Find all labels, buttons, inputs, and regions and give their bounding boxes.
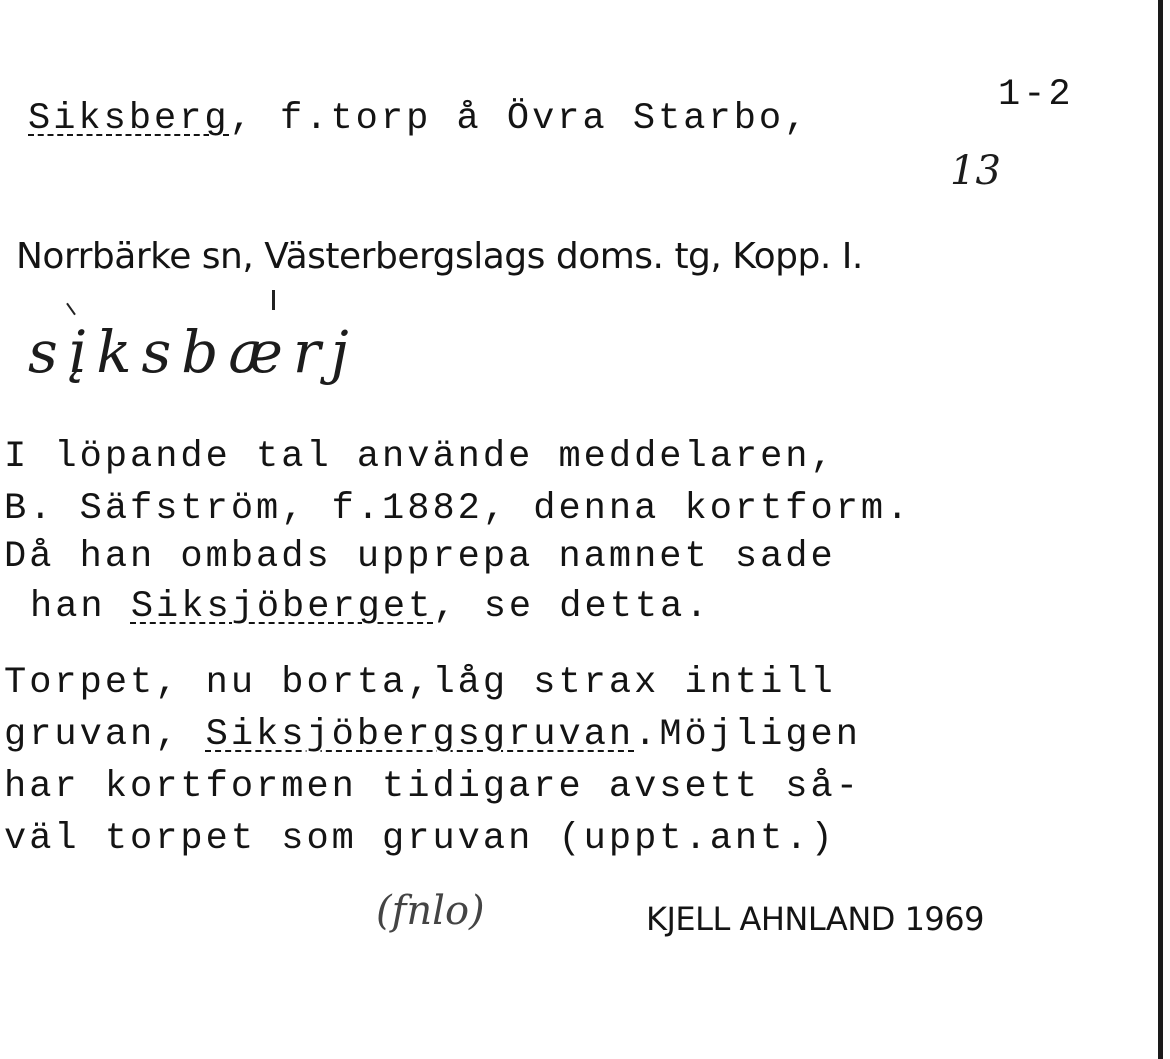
paragraph2-line3: har kortformen tidigare avsett så- [4,766,861,808]
paragraph1-line1: I löpande tal använde meddelaren, [4,436,836,478]
collector-signature: KJELL AHNLAND 1969 [646,900,984,938]
headword-description: , f.torp å Övra Starbo, [229,98,810,140]
paragraph2-line2: gruvan, Siksjöbergsgruvan.Möjligen [4,714,861,756]
headword-line [28,98,809,140]
pronunciation-handwritten: sįksbærj [28,318,359,386]
card-edge-border [1158,0,1163,1059]
paragraph1-line2: B. Säfström, f.1882, denna kortform. [4,488,912,530]
paragraph2-line1: Torpet, nu borta,låg strax intill [4,662,836,704]
handwritten-note: (fnlo) [376,888,485,934]
paragraph2-line4: väl torpet som gruvan (uppt.ant.) [4,818,836,860]
cross-reference-siksjoberget: Siksjöberget [130,586,434,628]
stress-mark-2 [272,290,275,310]
card-number: 1-2 [998,74,1074,116]
handwritten-number: 13 [950,148,1001,194]
paragraph1-line4: han Siksjöberget, se detta. [30,586,711,628]
stress-mark-1 [66,303,76,316]
cross-reference-siksjobergsgruvan: Siksjöbergsgruvan [205,714,635,756]
location-line: Norrbärke sn, Västerbergslags doms. tg, Kopp. I. [16,236,863,277]
headword: Siksberg [28,98,230,140]
paragraph1-line3: Då han ombads upprepa namnet sade [4,536,836,578]
